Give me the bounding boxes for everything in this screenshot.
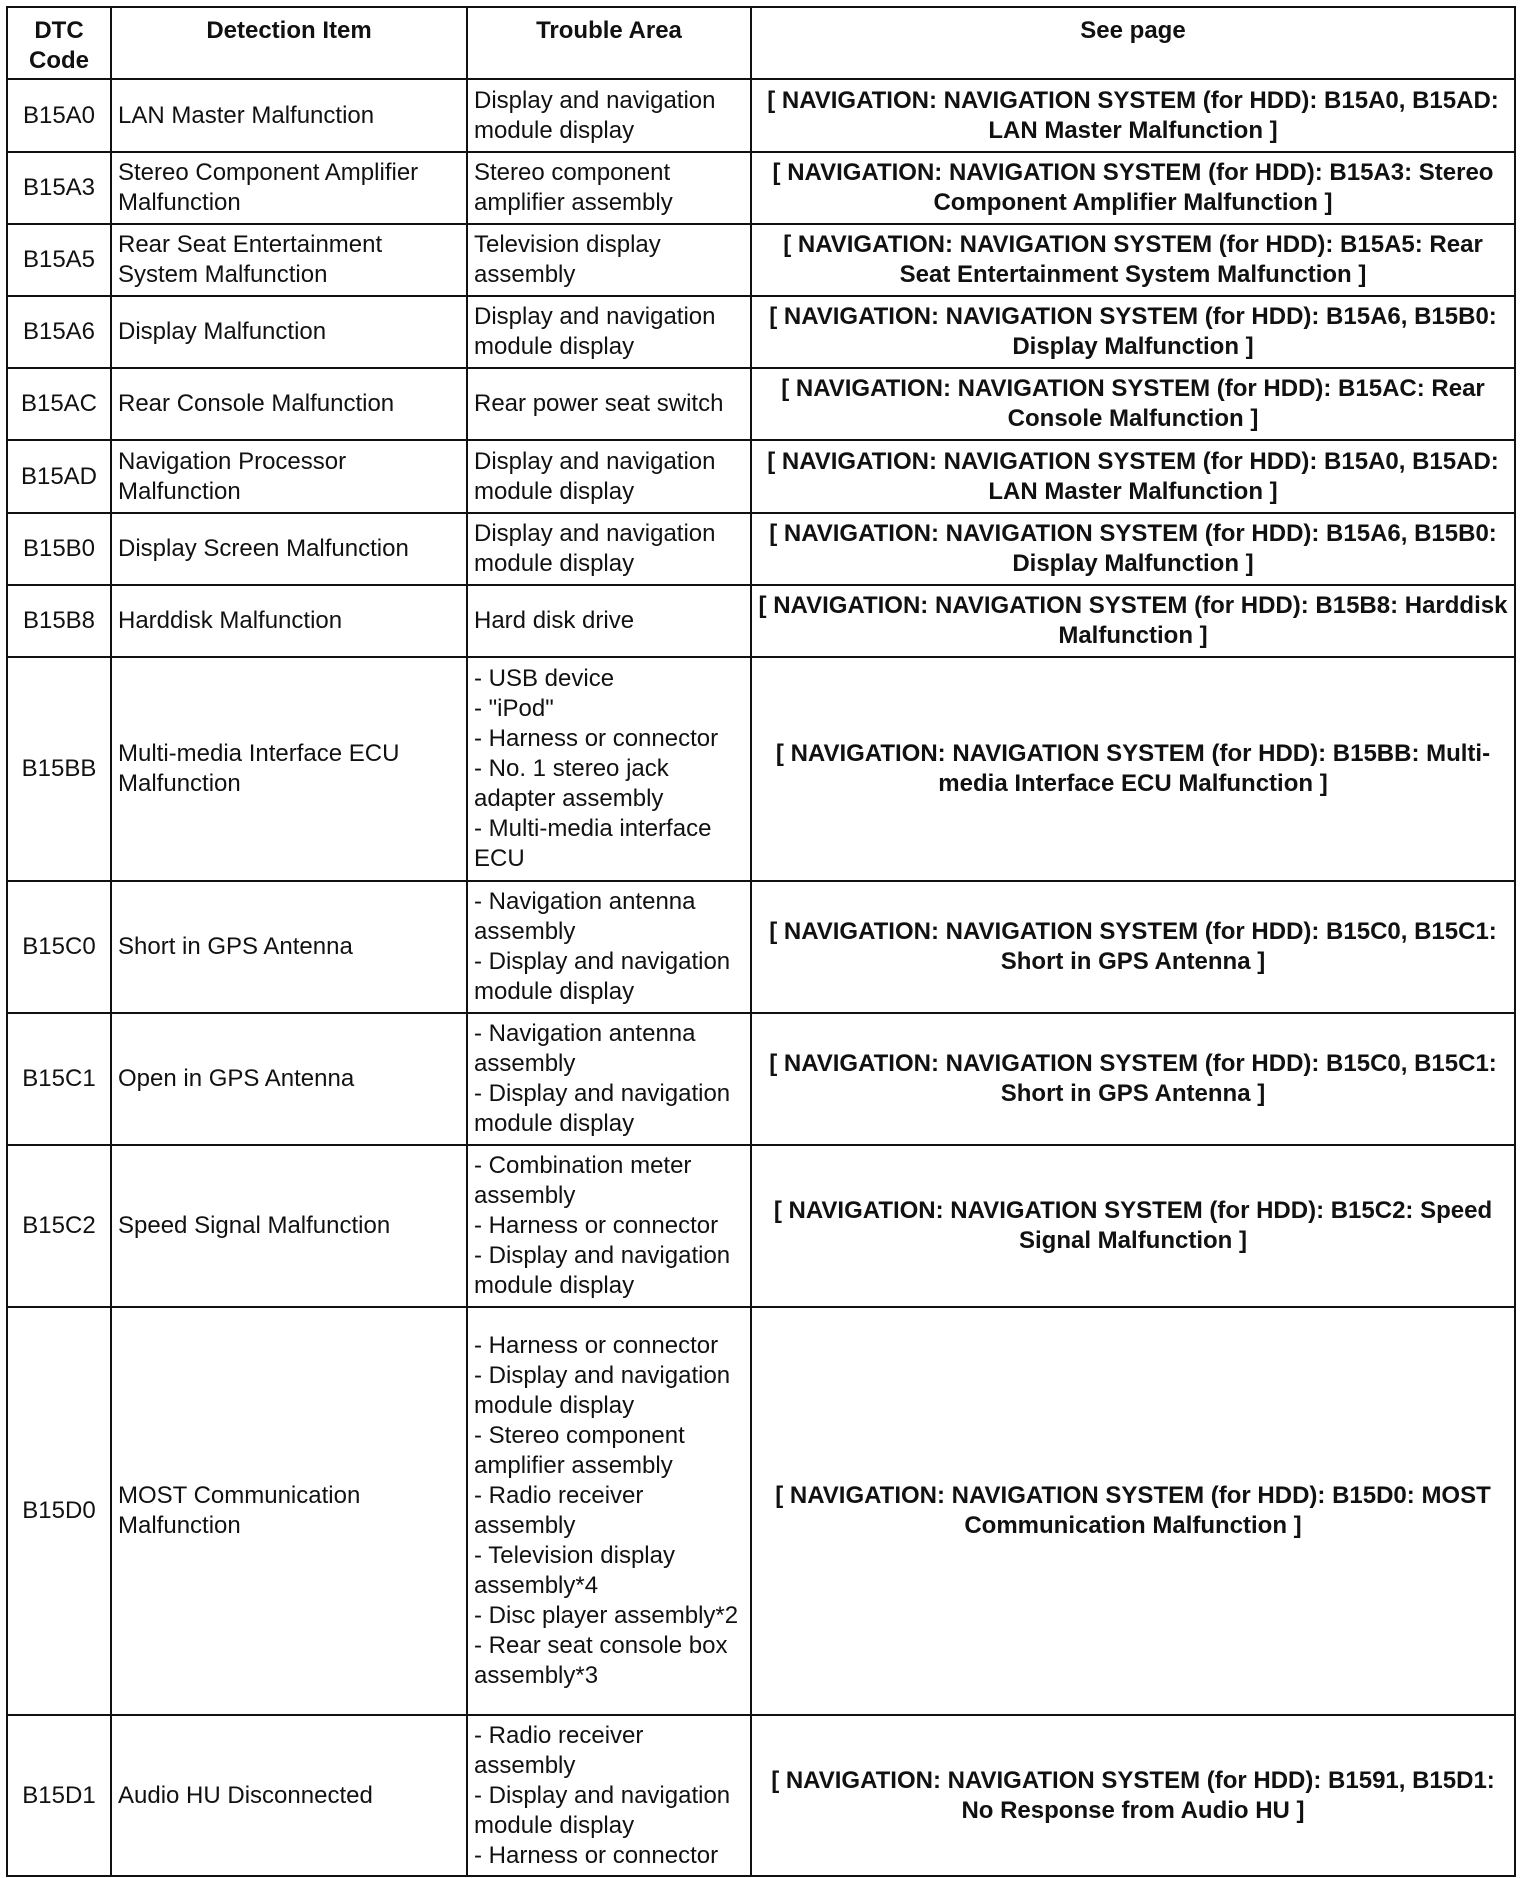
table-row [7, 1307, 1515, 1715]
see-page-link[interactable]: [ NAVIGATION: NAVIGATION SYSTEM (for HDD): B15B8: Harddisk Malfunction ] [751, 585, 1515, 657]
table-row [7, 79, 1515, 152]
trouble-area-line: Television display assembly [474, 231, 661, 288]
trouble-area-line: Stereo component amplifier assembly [474, 159, 673, 216]
table-row [7, 585, 1515, 657]
dtc-code-cell: B15AD [7, 440, 111, 513]
trouble-area-line: - Radio receiver assembly [474, 1721, 644, 1779]
table-row [7, 368, 1515, 440]
trouble-area-cell [467, 585, 751, 657]
see-page-link[interactable]: [ NAVIGATION: NAVIGATION SYSTEM (for HDD): B15D0: MOST Communication Malfunction ] [751, 1307, 1515, 1715]
detection-item-cell: Navigation Processor Malfunction [111, 440, 467, 513]
header-dtc-code: DTC Code [7, 7, 111, 79]
see-page-link[interactable]: [ NAVIGATION: NAVIGATION SYSTEM (for HDD): B15C2: Speed Signal Malfunction ] [751, 1145, 1515, 1307]
trouble-area-line: - Navigation antenna assembly [474, 888, 696, 945]
trouble-area-cell [467, 79, 751, 152]
detection-item-cell: MOST Communication Malfunction [111, 1307, 467, 1715]
trouble-area-line: Display and navigation module display [474, 303, 716, 360]
table-row [7, 657, 1515, 881]
detection-item-cell: Display Screen Malfunction [111, 513, 467, 585]
table-row [7, 1013, 1515, 1145]
trouble-area-line: - Display and navigation module display [474, 1242, 731, 1299]
see-page-link[interactable]: [ NAVIGATION: NAVIGATION SYSTEM (for HDD): B15A5: Rear Seat Entertainment System Malfunction ] [751, 224, 1515, 296]
dtc-code-cell: B15D1 [7, 1715, 111, 1876]
detection-item-cell: Short in GPS Antenna [111, 881, 467, 1013]
trouble-area-cell [467, 296, 751, 368]
trouble-area-line: - Display and navigation module display [474, 1362, 731, 1419]
see-page-link[interactable]: [ NAVIGATION: NAVIGATION SYSTEM (for HDD): B15C0, B15C1: Short in GPS Antenna ] [751, 881, 1515, 1013]
trouble-area-line: - Harness or connector [474, 1332, 719, 1359]
dtc-code-cell: B15A0 [7, 79, 111, 152]
header-see-page: See page [751, 7, 1515, 79]
trouble-area-line: Display and navigation module display [474, 86, 716, 144]
trouble-area-line: Rear power seat switch [474, 390, 724, 417]
see-page-link[interactable]: [ NAVIGATION: NAVIGATION SYSTEM (for HDD): B15A0, B15AD: LAN Master Malfunction ] [751, 79, 1515, 152]
dtc-table [6, 6, 1516, 1877]
table-row [7, 152, 1515, 224]
trouble-area-cell [467, 1145, 751, 1307]
trouble-area-line: - Harness or connector [474, 1841, 719, 1869]
trouble-area-line: - Display and navigation module display [474, 948, 731, 1005]
dtc-code-cell: B15B8 [7, 585, 111, 657]
trouble-area-cell [467, 1013, 751, 1145]
dtc-code-cell: B15D0 [7, 1307, 111, 1715]
see-page-link[interactable]: [ NAVIGATION: NAVIGATION SYSTEM (for HDD): B1591, B15D1: No Response from Audio HU ] [751, 1715, 1515, 1876]
trouble-area-line: Hard disk drive [474, 607, 635, 634]
trouble-area-cell [467, 657, 751, 881]
trouble-area-line: - Display and navigation module display [474, 1080, 731, 1137]
trouble-area-line: - "iPod" [474, 695, 554, 722]
table-row [7, 513, 1515, 585]
see-page-link[interactable]: [ NAVIGATION: NAVIGATION SYSTEM (for HDD): B15AC: Rear Console Malfunction ] [751, 368, 1515, 440]
header-row [7, 7, 1515, 79]
dtc-code-cell: B15A3 [7, 152, 111, 224]
trouble-area-line: Display and navigation module display [474, 447, 716, 505]
detection-item-cell: Audio HU Disconnected [111, 1715, 467, 1876]
see-page-link[interactable]: [ NAVIGATION: NAVIGATION SYSTEM (for HDD): B15A6, B15B0: Display Malfunction ] [751, 296, 1515, 368]
detection-item-cell: Rear Seat Entertainment System Malfunction [111, 224, 467, 296]
dtc-code-cell: B15C2 [7, 1145, 111, 1307]
trouble-area-line: - No. 1 stereo jack adapter assembly [474, 755, 669, 812]
see-page-link[interactable]: [ NAVIGATION: NAVIGATION SYSTEM (for HDD): B15A6, B15B0: Display Malfunction ] [751, 513, 1515, 585]
dtc-code-cell: B15A5 [7, 224, 111, 296]
see-page-link[interactable]: [ NAVIGATION: NAVIGATION SYSTEM (for HDD): B15A3: Stereo Component Amplifier Malfunction ] [751, 152, 1515, 224]
dtc-code-cell: B15AC [7, 368, 111, 440]
trouble-area-line: - Radio receiver assembly [474, 1482, 644, 1539]
trouble-area-line: - Stereo component amplifier assembly [474, 1422, 685, 1479]
detection-item-cell: Open in GPS Antenna [111, 1013, 467, 1145]
trouble-area-line: - Display and navigation module display [474, 1781, 731, 1839]
trouble-area-line: - Television display assembly*4 [474, 1542, 675, 1599]
header-trouble-area: Trouble Area [467, 7, 751, 79]
detection-item-cell: Display Malfunction [111, 296, 467, 368]
trouble-area-cell [467, 881, 751, 1013]
detection-item-cell: Harddisk Malfunction [111, 585, 467, 657]
trouble-area-line: - USB device [474, 665, 615, 692]
trouble-area-line: - Rear seat console box assembly*3 [474, 1632, 728, 1689]
table-row [7, 1145, 1515, 1307]
table-row [7, 296, 1515, 368]
trouble-area-line: - Combination meter assembly [474, 1152, 692, 1209]
trouble-area-line: - Multi-media interface ECU [474, 815, 712, 872]
trouble-area-cell [467, 152, 751, 224]
detection-item-cell: Speed Signal Malfunction [111, 1145, 467, 1307]
dtc-code-cell: B15A6 [7, 296, 111, 368]
trouble-area-line: - Harness or connector [474, 725, 719, 752]
trouble-area-cell [467, 1307, 751, 1715]
detection-item-cell: Rear Console Malfunction [111, 368, 467, 440]
trouble-area-cell [467, 440, 751, 513]
trouble-area-cell [467, 513, 751, 585]
trouble-area-line: Display and navigation module display [474, 520, 716, 577]
see-page-link[interactable]: [ NAVIGATION: NAVIGATION SYSTEM (for HDD): B15BB: Multi-media Interface ECU Malfunction ] [751, 657, 1515, 881]
trouble-area-cell [467, 1715, 751, 1876]
detection-item-cell: LAN Master Malfunction [111, 79, 467, 152]
table-row [7, 224, 1515, 296]
trouble-area-cell [467, 368, 751, 440]
see-page-link[interactable]: [ NAVIGATION: NAVIGATION SYSTEM (for HDD): B15C0, B15C1: Short in GPS Antenna ] [751, 1013, 1515, 1145]
detection-item-cell: Stereo Component Amplifier Malfunction [111, 152, 467, 224]
table-row [7, 1715, 1515, 1876]
dtc-table-body [7, 79, 1515, 1876]
dtc-code-cell: B15BB [7, 657, 111, 881]
trouble-area-line: - Harness or connector [474, 1212, 719, 1239]
dtc-code-cell: B15B0 [7, 513, 111, 585]
detection-item-cell: Multi-media Interface ECU Malfunction [111, 657, 467, 881]
trouble-area-line: - Disc player assembly*2 [474, 1602, 739, 1629]
header-detection-item: Detection Item [111, 7, 467, 79]
trouble-area-cell [467, 224, 751, 296]
trouble-area-line: - Navigation antenna assembly [474, 1020, 696, 1077]
dtc-code-cell: B15C1 [7, 1013, 111, 1145]
see-page-link[interactable]: [ NAVIGATION: NAVIGATION SYSTEM (for HDD): B15A0, B15AD: LAN Master Malfunction ] [751, 440, 1515, 513]
table-row [7, 440, 1515, 513]
dtc-code-cell: B15C0 [7, 881, 111, 1013]
table-row [7, 881, 1515, 1013]
